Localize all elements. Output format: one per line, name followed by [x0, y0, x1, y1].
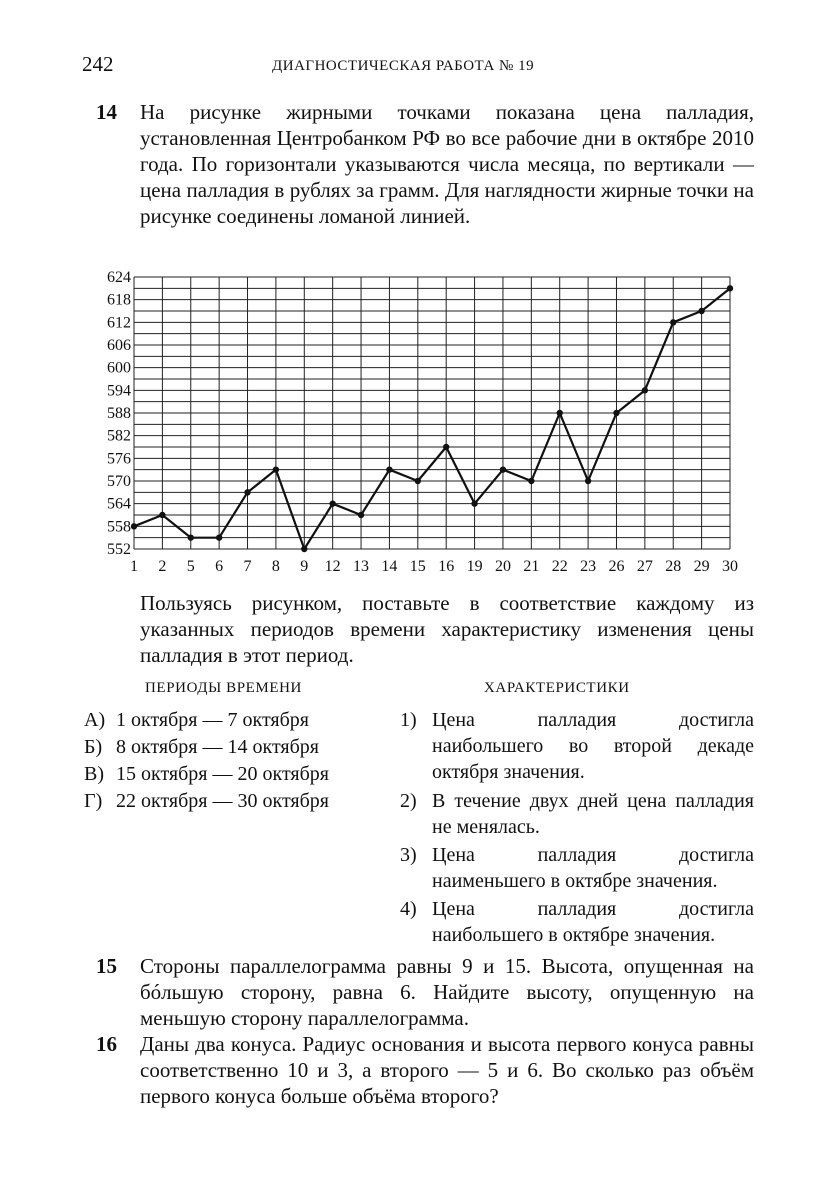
x-tick-label: 8 [271, 558, 280, 575]
period-d [84, 788, 329, 814]
data-point [528, 478, 534, 484]
x-tick-label: 21 [523, 558, 540, 575]
data-point [358, 512, 364, 518]
page-number: 242 [82, 52, 114, 76]
x-tick-label: 15 [409, 558, 426, 575]
x-tick-label: 29 [693, 558, 710, 575]
problem-text: Даны два конуса. Радиус основания и высота первого конуса равны соответственно 10 и 3, а второго — 5 и 6. Во сколько раз объём первого конуса больше объёма второго? [140, 1032, 754, 1108]
x-tick-label: 6 [215, 558, 224, 575]
data-point [244, 489, 250, 495]
problem-text: Стороны параллелограмма равны 9 и 15. Высота, опущенная на бóльшую сторону, равна 6. Найдите высоту, опущенную на меньшую сторону параллелограмма. [140, 954, 754, 1030]
problem-15 [96, 953, 756, 1033]
y-tick-label: 582 [107, 427, 131, 445]
x-tick-label: 1 [130, 558, 138, 575]
x-tick-label: 5 [186, 558, 195, 575]
data-point [188, 534, 194, 540]
data-point [159, 512, 165, 518]
characteristic-text: Цена палладия достигла наибольшего в октябре значения. [432, 898, 754, 946]
y-tick-label: 594 [107, 382, 131, 400]
x-tick-label: 22 [551, 558, 568, 575]
data-point [727, 285, 733, 291]
data-point [670, 319, 676, 325]
x-tick-label: 16 [438, 558, 455, 575]
x-tick-label: 26 [608, 558, 625, 575]
data-point [500, 466, 506, 472]
problem-14 [96, 99, 756, 259]
data-point [443, 444, 449, 450]
period-a [84, 707, 309, 733]
period-text: 8 октября — 14 октября [116, 736, 320, 758]
data-point [216, 534, 222, 540]
data-point [585, 478, 591, 484]
y-tick-label: 606 [107, 337, 131, 354]
data-point [386, 466, 392, 472]
y-tick-label: 576 [107, 450, 131, 468]
data-point [698, 308, 704, 314]
data-point [471, 500, 477, 506]
instruction-text: Пользуясь рисунком, поставьте в соответствие каждому из указанных периодов времени характеристику изменения цены палладия в этот период. [140, 591, 754, 667]
x-tick-label: 2 [158, 558, 167, 575]
period-label: А) [84, 709, 106, 731]
y-tick-label: 588 [107, 405, 131, 422]
x-tick-label: 27 [636, 558, 653, 575]
data-point [329, 500, 335, 506]
characteristic-label: 4) [400, 898, 417, 920]
y-tick-label: 570 [107, 473, 131, 490]
x-tick-label: 30 [722, 558, 738, 575]
characteristic-label: 2) [400, 790, 417, 812]
x-tick-label: 20 [494, 558, 511, 575]
data-point [557, 410, 563, 416]
period-b [84, 734, 319, 760]
x-tick-label: 13 [353, 558, 370, 575]
period-text: 22 октября — 30 октября [116, 790, 330, 812]
problem-text: На рисунке жирными точками показана цена палладия, установленная Центробанком РФ во все рабочие дни в октябре 2010 года. По горизонтали указываются числа месяца, по вертикали — цена палладия в рублях за грамм. Для наглядности жирные точки на рисунке соединены ломаной линией. [140, 100, 754, 228]
data-point [131, 523, 137, 529]
problem-16 [96, 1031, 756, 1111]
problem-number: 16 [96, 1032, 117, 1056]
periods-heading: ПЕРИОДЫ ВРЕМЕНИ [145, 680, 302, 696]
y-tick-label: 618 [107, 291, 131, 309]
y-tick-label: 564 [107, 495, 131, 513]
x-tick-label: 23 [580, 558, 597, 575]
running-title: ДИАГНОСТИЧЕСКАЯ РАБОТА № 19 [272, 58, 535, 74]
characteristic-label: 3) [400, 844, 417, 866]
palladium-price-chart [84, 266, 744, 582]
period-text: 15 октября — 20 октября [116, 763, 330, 785]
y-tick-label: 558 [107, 518, 131, 536]
data-point [415, 478, 421, 484]
period-label: Г) [84, 790, 103, 812]
characteristic-label: 1) [400, 709, 417, 731]
x-tick-label: 9 [300, 558, 309, 575]
x-tick-label: 14 [381, 558, 398, 575]
characteristics-heading: ХАРАКТЕРИСТИКИ [484, 680, 630, 696]
problem-number: 15 [96, 954, 117, 978]
data-point [273, 466, 279, 472]
period-text: 1 октября — 7 октября [116, 709, 310, 731]
y-tick-label: 612 [107, 314, 131, 332]
x-tick-label: 7 [243, 558, 252, 575]
y-tick-label: 624 [107, 269, 131, 286]
y-tick-label: 552 [107, 541, 131, 558]
x-tick-label: 28 [665, 558, 682, 575]
period-c [84, 761, 329, 787]
problem-number: 14 [96, 100, 117, 124]
characteristic-text: В течение двух дней цена палладия не менялась. [432, 790, 754, 838]
x-tick-label: 12 [324, 558, 341, 575]
price-series-line [134, 288, 730, 549]
x-tick-label: 19 [466, 558, 483, 575]
characteristic-text: Цена палладия достигла наименьшего в октябре значения. [432, 844, 754, 892]
period-label: В) [84, 763, 104, 785]
y-tick-label: 600 [107, 359, 131, 377]
data-point [642, 387, 648, 393]
characteristic-text: Цена палладия достигла наибольшего во второй декаде октября значения. [432, 709, 754, 783]
data-point [613, 410, 619, 416]
data-point [301, 546, 307, 552]
period-label: Б) [84, 736, 103, 758]
